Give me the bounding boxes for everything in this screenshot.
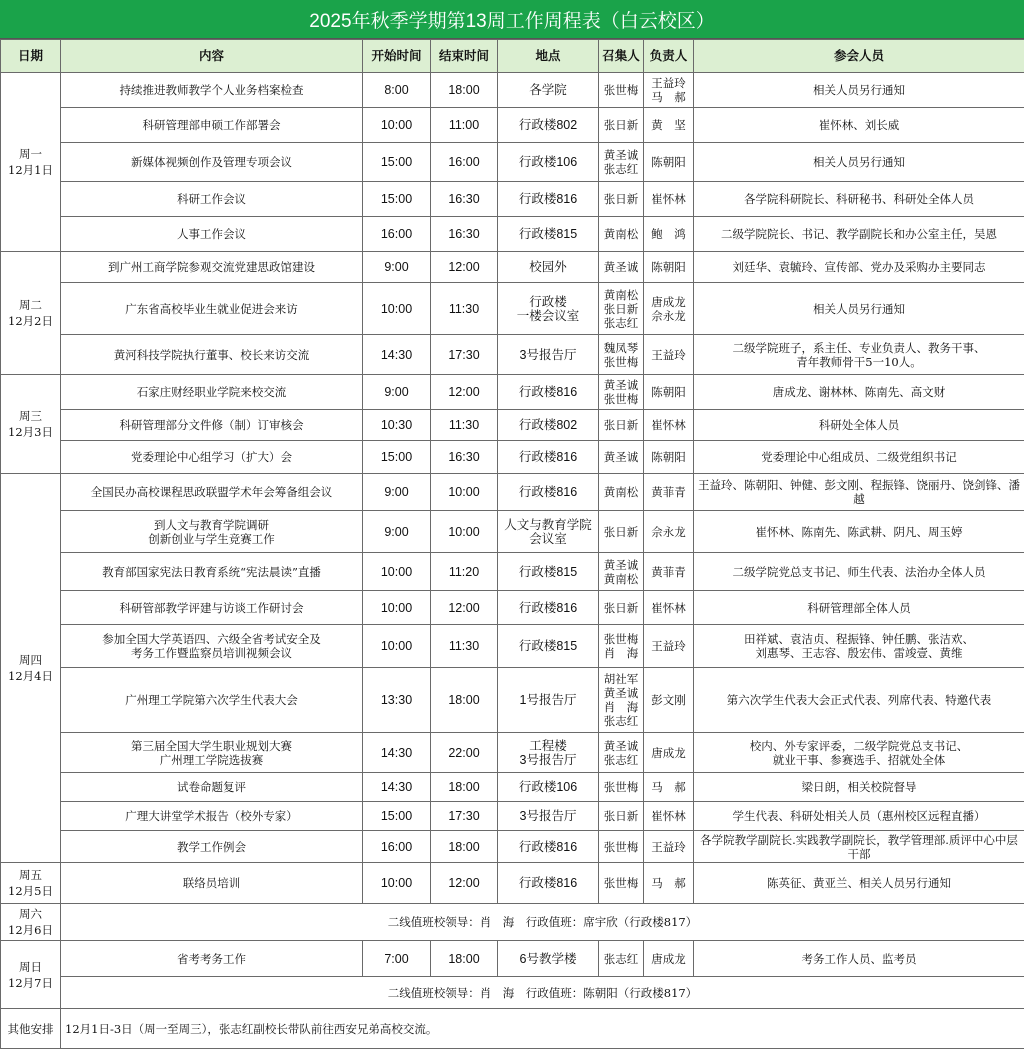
start-time-cell: 13:30 bbox=[363, 668, 431, 733]
convener-cell: 张日新 bbox=[599, 802, 644, 831]
start-time-cell: 15:00 bbox=[363, 182, 431, 217]
saturday-row bbox=[1, 904, 1024, 941]
attendees-cell: 学生代表、科研处相关人员（惠州校区远程直播） bbox=[694, 802, 1024, 831]
day-label: 周四 12月4日 bbox=[1, 474, 61, 863]
convener-cell: 黄南松 bbox=[599, 474, 644, 511]
content-cell: 教学工作例会 bbox=[61, 831, 363, 863]
place-cell: 行政楼816 bbox=[498, 591, 599, 625]
content-cell: 到人文与教育学院调研 创新创业与学生竞赛工作 bbox=[61, 511, 363, 553]
place-cell: 3号报告厅 bbox=[498, 335, 599, 375]
owner-cell: 王益玲 bbox=[644, 831, 694, 863]
schedule-row bbox=[1, 802, 1024, 831]
owner-cell: 王益玲 bbox=[644, 625, 694, 668]
content-cell: 试卷命题复评 bbox=[61, 773, 363, 802]
place-cell: 各学院 bbox=[498, 73, 599, 108]
end-time-cell: 18:00 bbox=[431, 773, 498, 802]
sunday-duty-row bbox=[1, 977, 1024, 1009]
attendees-cell: 梁日朗，相关校院督导 bbox=[694, 773, 1024, 802]
owner-cell: 陈朝阳 bbox=[644, 252, 694, 283]
content-cell: 党委理论中心组学习（扩大）会 bbox=[61, 441, 363, 474]
start-time-cell: 16:00 bbox=[363, 831, 431, 863]
end-time-cell: 12:00 bbox=[431, 863, 498, 904]
attendees-cell: 崔怀林、陈南先、陈武耕、阴凡、周玉婷 bbox=[694, 511, 1024, 553]
end-time-cell: 18:00 bbox=[431, 941, 498, 977]
start-time-cell: 14:30 bbox=[363, 733, 431, 773]
content-cell: 持续推进教师教学个人业务档案检查 bbox=[61, 73, 363, 108]
convener-cell: 张日新 bbox=[599, 108, 644, 143]
content-cell: 广理大讲堂学术报告（校外专家） bbox=[61, 802, 363, 831]
place-cell: 行政楼802 bbox=[498, 410, 599, 441]
owner-cell: 马 郝 bbox=[644, 773, 694, 802]
end-time-cell: 16:30 bbox=[431, 182, 498, 217]
end-time-cell: 11:00 bbox=[431, 108, 498, 143]
owner-cell: 王益玲 bbox=[644, 335, 694, 375]
header-place: 地点 bbox=[498, 40, 599, 73]
content-cell: 科研管理部分文件修（制）订审核会 bbox=[61, 410, 363, 441]
convener-cell: 张日新 bbox=[599, 410, 644, 441]
owner-cell: 崔怀林 bbox=[644, 802, 694, 831]
attendees-cell: 二级学院党总支书记、师生代表、法治办全体人员 bbox=[694, 553, 1024, 591]
schedule-row bbox=[1, 733, 1024, 773]
end-time-cell: 11:30 bbox=[431, 283, 498, 335]
owner-cell: 彭文刚 bbox=[644, 668, 694, 733]
convener-cell: 张志红 bbox=[599, 941, 644, 977]
convener-cell: 张世梅 bbox=[599, 773, 644, 802]
schedule-row bbox=[1, 410, 1024, 441]
place-cell: 行政楼 一楼会议室 bbox=[498, 283, 599, 335]
other-label: 其他安排 bbox=[1, 1009, 61, 1049]
attendees-cell: 二级学院班子，系主任、专业负责人、教务干事、 青年教师骨干5一10人。 bbox=[694, 335, 1024, 375]
attendees-cell: 二级学院院长、书记、教学副院长和办公室主任，吴恩 bbox=[694, 217, 1024, 252]
schedule-row bbox=[1, 182, 1024, 217]
end-time-cell: 11:20 bbox=[431, 553, 498, 591]
schedule-row bbox=[1, 863, 1024, 904]
schedule-table bbox=[0, 39, 1024, 1049]
content-cell: 石家庄财经职业学院来校交流 bbox=[61, 375, 363, 410]
end-time-cell: 18:00 bbox=[431, 831, 498, 863]
day-label: 周六 12月6日 bbox=[1, 904, 61, 941]
other-text: 12月1日-3日（周一至周三），张志红副校长带队前往西安兄弟高校交流。 bbox=[61, 1009, 1024, 1049]
schedule-title: 2025年秋季学期第13周工作周程表（白云校区） bbox=[0, 0, 1024, 39]
place-cell: 工程楼 3号报告厅 bbox=[498, 733, 599, 773]
end-time-cell: 22:00 bbox=[431, 733, 498, 773]
end-time-cell: 12:00 bbox=[431, 591, 498, 625]
schedule-row bbox=[1, 474, 1024, 511]
content-cell: 黄河科技学院执行董事、校长来访交流 bbox=[61, 335, 363, 375]
start-time-cell: 10:00 bbox=[363, 625, 431, 668]
start-time-cell: 15:00 bbox=[363, 802, 431, 831]
schedule-row bbox=[1, 668, 1024, 733]
start-time-cell: 9:00 bbox=[363, 511, 431, 553]
owner-cell: 崔怀林 bbox=[644, 591, 694, 625]
content-cell: 广州理工学院第六次学生代表大会 bbox=[61, 668, 363, 733]
convener-cell: 胡社军 黄圣诚 肖 海 张志红 bbox=[599, 668, 644, 733]
schedule-row bbox=[1, 831, 1024, 863]
duty-cell: 二线值班校领导：肖 海 行政值班：陈朝阳（行政楼817） bbox=[61, 977, 1024, 1009]
owner-cell: 黄菲青 bbox=[644, 474, 694, 511]
end-time-cell: 10:00 bbox=[431, 474, 498, 511]
end-time-cell: 12:00 bbox=[431, 252, 498, 283]
duty-cell: 二线值班校领导：肖 海 行政值班：席宇欣（行政楼817） bbox=[61, 904, 1024, 941]
place-cell: 行政楼816 bbox=[498, 474, 599, 511]
start-time-cell: 8:00 bbox=[363, 73, 431, 108]
schedule-row bbox=[1, 625, 1024, 668]
header-content: 内容 bbox=[61, 40, 363, 73]
end-time-cell: 11:30 bbox=[431, 625, 498, 668]
place-cell: 行政楼106 bbox=[498, 143, 599, 182]
owner-cell: 佘永龙 bbox=[644, 511, 694, 553]
start-time-cell: 9:00 bbox=[363, 474, 431, 511]
attendees-cell: 王益玲、陈朝阳、钟健、彭文刚、程振锋、饶丽丹、饶剑锋、潘越 bbox=[694, 474, 1024, 511]
place-cell: 行政楼815 bbox=[498, 625, 599, 668]
attendees-cell: 相关人员另行通知 bbox=[694, 143, 1024, 182]
schedule-row bbox=[1, 773, 1024, 802]
end-time-cell: 18:00 bbox=[431, 668, 498, 733]
day-label: 周五 12月5日 bbox=[1, 863, 61, 904]
owner-cell: 黄菲青 bbox=[644, 553, 694, 591]
convener-cell: 黄圣诚 张志红 bbox=[599, 143, 644, 182]
start-time-cell: 15:00 bbox=[363, 441, 431, 474]
schedule-row bbox=[1, 335, 1024, 375]
place-cell: 行政楼815 bbox=[498, 553, 599, 591]
owner-cell: 陈朝阳 bbox=[644, 441, 694, 474]
schedule-row bbox=[1, 283, 1024, 335]
header-start-time: 开始时间 bbox=[363, 40, 431, 73]
start-time-cell: 9:00 bbox=[363, 375, 431, 410]
content-cell: 人事工作会议 bbox=[61, 217, 363, 252]
schedule-row bbox=[1, 591, 1024, 625]
place-cell: 校园外 bbox=[498, 252, 599, 283]
attendees-cell: 科研管理部全体人员 bbox=[694, 591, 1024, 625]
owner-cell: 崔怀林 bbox=[644, 410, 694, 441]
place-cell: 6号教学楼 bbox=[498, 941, 599, 977]
schedule-row bbox=[1, 553, 1024, 591]
attendees-cell: 科研处全体人员 bbox=[694, 410, 1024, 441]
other-row bbox=[1, 1009, 1024, 1049]
header-owner: 负责人 bbox=[644, 40, 694, 73]
content-cell: 广东省高校毕业生就业促进会来访 bbox=[61, 283, 363, 335]
end-time-cell: 17:30 bbox=[431, 802, 498, 831]
content-cell: 参加全国大学英语四、六级全省考试安全及 考务工作暨监察员培训视频会议 bbox=[61, 625, 363, 668]
attendees-cell: 各学院科研院长、科研秘书、科研处全体人员 bbox=[694, 182, 1024, 217]
convener-cell: 黄圣诚 bbox=[599, 441, 644, 474]
content-cell: 科研工作会议 bbox=[61, 182, 363, 217]
place-cell: 行政楼816 bbox=[498, 182, 599, 217]
owner-cell: 唐成龙 bbox=[644, 941, 694, 977]
owner-cell: 陈朝阳 bbox=[644, 143, 694, 182]
start-time-cell: 10:30 bbox=[363, 410, 431, 441]
end-time-cell: 16:30 bbox=[431, 441, 498, 474]
place-cell: 行政楼815 bbox=[498, 217, 599, 252]
schedule-row bbox=[1, 941, 1024, 977]
place-cell: 行政楼816 bbox=[498, 831, 599, 863]
convener-cell: 黄圣诚 张世梅 bbox=[599, 375, 644, 410]
owner-cell: 黄 坚 bbox=[644, 108, 694, 143]
content-cell: 新媒体视频创作及管理专项会议 bbox=[61, 143, 363, 182]
end-time-cell: 16:30 bbox=[431, 217, 498, 252]
end-time-cell: 10:00 bbox=[431, 511, 498, 553]
attendees-cell: 相关人员另行通知 bbox=[694, 73, 1024, 108]
content-cell: 第三届全国大学生职业规划大赛 广州理工学院选拔赛 bbox=[61, 733, 363, 773]
place-cell: 行政楼816 bbox=[498, 863, 599, 904]
schedule-row bbox=[1, 252, 1024, 283]
start-time-cell: 14:30 bbox=[363, 773, 431, 802]
start-time-cell: 14:30 bbox=[363, 335, 431, 375]
owner-cell: 唐成龙 佘永龙 bbox=[644, 283, 694, 335]
convener-cell: 黄圣诚 黄南松 bbox=[599, 553, 644, 591]
place-cell: 1号报告厅 bbox=[498, 668, 599, 733]
attendees-cell: 田祥斌、袁洁贞、程振锋、钟任鹏、张洁欢、 刘惠琴、王志容、殷宏伟、雷竣壹、黄维 bbox=[694, 625, 1024, 668]
start-time-cell: 9:00 bbox=[363, 252, 431, 283]
attendees-cell: 考务工作人员、监考员 bbox=[694, 941, 1024, 977]
attendees-cell: 相关人员另行通知 bbox=[694, 283, 1024, 335]
start-time-cell: 10:00 bbox=[363, 591, 431, 625]
place-cell: 行政楼106 bbox=[498, 773, 599, 802]
attendees-cell: 各学院教学副院长.实践教学副院长，教学管理部.质评中心中层干部 bbox=[694, 831, 1024, 863]
schedule-row bbox=[1, 217, 1024, 252]
schedule-row bbox=[1, 375, 1024, 410]
convener-cell: 张世梅 肖 海 bbox=[599, 625, 644, 668]
schedule-row bbox=[1, 108, 1024, 143]
owner-cell: 鲍 鸿 bbox=[644, 217, 694, 252]
content-cell: 省考考务工作 bbox=[61, 941, 363, 977]
attendees-cell: 党委理论中心组成员、二级党组织书记 bbox=[694, 441, 1024, 474]
convener-cell: 黄圣诚 bbox=[599, 252, 644, 283]
schedule-row bbox=[1, 143, 1024, 182]
start-time-cell: 16:00 bbox=[363, 217, 431, 252]
convener-cell: 张日新 bbox=[599, 591, 644, 625]
convener-cell: 张世梅 bbox=[599, 73, 644, 108]
header-date: 日期 bbox=[1, 40, 61, 73]
day-label: 周日 12月7日 bbox=[1, 941, 61, 1009]
attendees-cell: 第六次学生代表大会正式代表、列席代表、特邀代表 bbox=[694, 668, 1024, 733]
end-time-cell: 11:30 bbox=[431, 410, 498, 441]
convener-cell: 黄南松 bbox=[599, 217, 644, 252]
day-label: 周一 12月1日 bbox=[1, 73, 61, 252]
content-cell: 联络员培训 bbox=[61, 863, 363, 904]
end-time-cell: 12:00 bbox=[431, 375, 498, 410]
content-cell: 全国民办高校课程思政联盟学术年会筹备组会议 bbox=[61, 474, 363, 511]
start-time-cell: 10:00 bbox=[363, 553, 431, 591]
start-time-cell: 15:00 bbox=[363, 143, 431, 182]
header-convener: 召集人 bbox=[599, 40, 644, 73]
owner-cell: 马 郝 bbox=[644, 863, 694, 904]
content-cell: 到广州工商学院参观交流党建思政馆建设 bbox=[61, 252, 363, 283]
convener-cell: 张日新 bbox=[599, 511, 644, 553]
attendees-cell: 刘廷华、袁毓玲、宣传部、党办及采购办主要同志 bbox=[694, 252, 1024, 283]
place-cell: 行政楼816 bbox=[498, 441, 599, 474]
attendees-cell: 唐成龙、谢林林、陈南先、高文财 bbox=[694, 375, 1024, 410]
place-cell: 行政楼802 bbox=[498, 108, 599, 143]
end-time-cell: 16:00 bbox=[431, 143, 498, 182]
convener-cell: 张世梅 bbox=[599, 863, 644, 904]
header-attendees: 参会人员 bbox=[694, 40, 1024, 73]
schedule-row bbox=[1, 73, 1024, 108]
convener-cell: 黄圣诚 张志红 bbox=[599, 733, 644, 773]
schedule-row bbox=[1, 511, 1024, 553]
header-row bbox=[1, 40, 1024, 73]
schedule-row bbox=[1, 441, 1024, 474]
content-cell: 科研管部教学评建与访谈工作研讨会 bbox=[61, 591, 363, 625]
place-cell: 人文与教育学院 会议室 bbox=[498, 511, 599, 553]
day-label: 周二 12月2日 bbox=[1, 252, 61, 375]
owner-cell: 王益玲 马 郝 bbox=[644, 73, 694, 108]
start-time-cell: 7:00 bbox=[363, 941, 431, 977]
schedule-body bbox=[1, 73, 1024, 1049]
convener-cell: 张日新 bbox=[599, 182, 644, 217]
owner-cell: 崔怀林 bbox=[644, 182, 694, 217]
owner-cell: 唐成龙 bbox=[644, 733, 694, 773]
place-cell: 行政楼816 bbox=[498, 375, 599, 410]
attendees-cell: 陈英征、黄亚兰、相关人员另行通知 bbox=[694, 863, 1024, 904]
end-time-cell: 18:00 bbox=[431, 73, 498, 108]
owner-cell: 陈朝阳 bbox=[644, 375, 694, 410]
attendees-cell: 校内、外专家评委，二级学院党总支书记、 就业干事、参赛选手、招就处全体 bbox=[694, 733, 1024, 773]
attendees-cell: 崔怀林、刘长威 bbox=[694, 108, 1024, 143]
convener-cell: 黄南松 张日新 张志红 bbox=[599, 283, 644, 335]
day-label: 周三 12月3日 bbox=[1, 375, 61, 474]
header-end-time: 结束时间 bbox=[431, 40, 498, 73]
convener-cell: 张世梅 bbox=[599, 831, 644, 863]
start-time-cell: 10:00 bbox=[363, 863, 431, 904]
content-cell: 教育部国家宪法日教育系统“宪法晨读”直播 bbox=[61, 553, 363, 591]
place-cell: 3号报告厅 bbox=[498, 802, 599, 831]
start-time-cell: 10:00 bbox=[363, 108, 431, 143]
convener-cell: 魏凤琴 张世梅 bbox=[599, 335, 644, 375]
start-time-cell: 10:00 bbox=[363, 283, 431, 335]
end-time-cell: 17:30 bbox=[431, 335, 498, 375]
content-cell: 科研管理部申硕工作部署会 bbox=[61, 108, 363, 143]
